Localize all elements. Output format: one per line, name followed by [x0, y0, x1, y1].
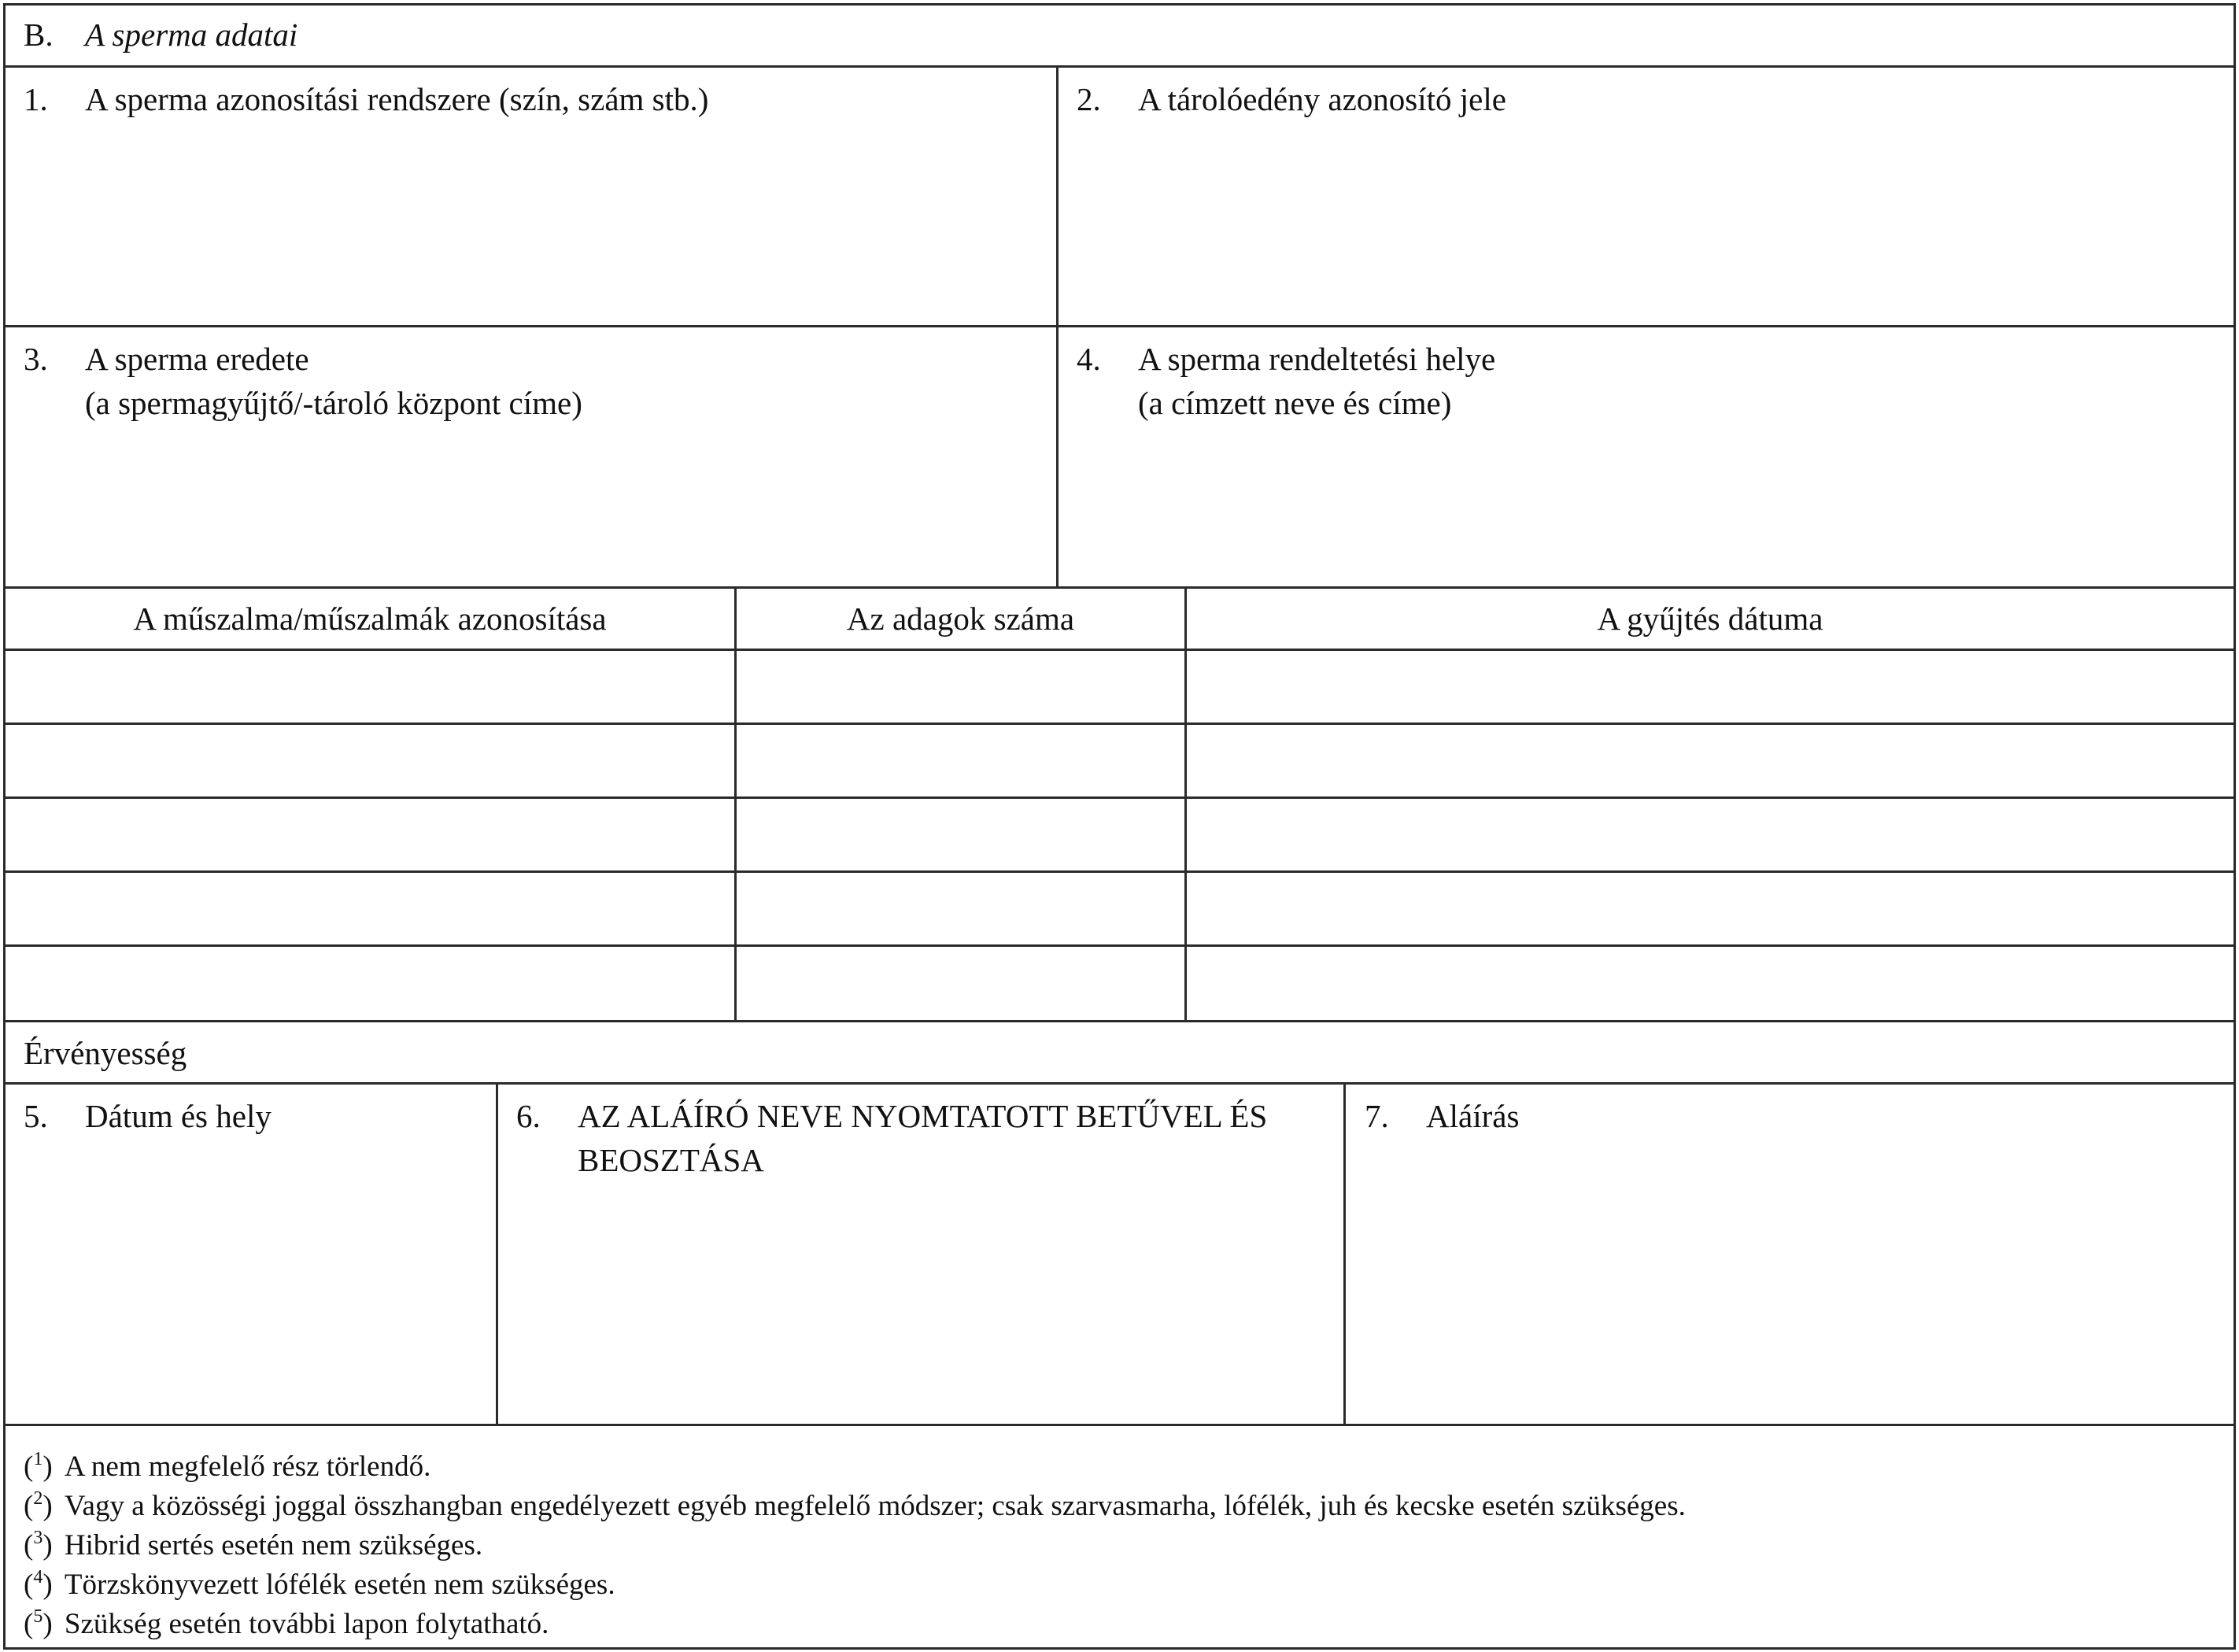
footnote-1: ($^1$) A nem megfelelő rész törlendő. — [24, 1449, 431, 1483]
rule-table-row-5 — [3, 1020, 2236, 1022]
footnote-3: ($^3$) Hibrid sertés esetén nem szükséges. — [24, 1528, 483, 1561]
field-1-label: A sperma azonosítási rendszere (szín, szám stb.) — [85, 81, 709, 117]
table-cell-r5-c1[interactable] — [6, 947, 734, 1020]
table-cell-r1-c2[interactable] — [737, 651, 1184, 723]
table-cell-r4-c1[interactable] — [6, 873, 734, 944]
border-top — [3, 3, 2236, 6]
footnote-4-text: Törzskönyvezett lófélék esetén nem szükséges. — [64, 1569, 615, 1601]
table-cell-r2-c3[interactable] — [1187, 725, 2233, 796]
field-1-number: 1. — [24, 81, 48, 117]
table-cell-r4-c3[interactable] — [1187, 873, 2233, 944]
table-cell-r3-c3[interactable] — [1187, 799, 2233, 870]
footnote-2-text: Vagy a közösségi joggal összhangban engedélyezett egyéb megfelelő módszer; csak szarvasmarha, lófélék, juh és kecske esetén szükséges. — [64, 1490, 1686, 1522]
border-right — [2233, 3, 2236, 1650]
table-header-doses: Az adagok száma — [846, 601, 1075, 637]
field-3-label-line-1: A sperma eredete — [85, 341, 309, 377]
field-3-label-line-2: (a spermagyűjtő/-tároló központ címe) — [85, 385, 582, 421]
footnote-5-text: Szükség esetén további lapon folytatható. — [64, 1608, 549, 1640]
table-cell-r1-c3[interactable] — [1187, 651, 2233, 723]
table-cell-r3-c1[interactable] — [6, 799, 734, 870]
footnote-2: ($^2$) Vagy a közösségi joggal összhangban engedélyezett egyéb megfelelő módszer; csak szarvasmarha, lófélék, juh és kecske esetén szükséges. — [24, 1488, 1686, 1522]
field-5-label: Dátum és hely — [85, 1098, 272, 1134]
table-cell-r4-c2[interactable] — [737, 873, 1184, 944]
rule-after-fields-1-2 — [3, 325, 2236, 327]
field-3-number: 3. — [24, 341, 48, 377]
table-cell-r5-c3[interactable] — [1187, 947, 2233, 1020]
field-6-label-line-1: AZ ALÁÍRÓ NEVE NYOMTATOTT BETŰVEL ÉS — [578, 1098, 1268, 1134]
field-6-label-line-2: BEOSZTÁSA — [578, 1142, 764, 1178]
field-5-number: 5. — [24, 1098, 48, 1134]
table-cell-r2-c1[interactable] — [6, 725, 734, 796]
footnote-5: ($^5$) Szükség esetén további lapon folytatható. — [24, 1606, 549, 1640]
footnote-3-mark: 3 — [33, 1528, 43, 1548]
field-6-number: 6. — [516, 1098, 541, 1134]
section-letter: B. — [24, 17, 54, 53]
rule-after-section-title — [3, 65, 2236, 68]
table-cell-r5-c2[interactable] — [737, 947, 1184, 1020]
rule-after-validity-title — [3, 1082, 2236, 1085]
footnote-1-mark: 1 — [33, 1449, 43, 1469]
rule-after-signature-row — [3, 1424, 2236, 1426]
footnote-4: ($^4$) Törzskönyvezett lófélék esetén nem szükséges. — [24, 1567, 615, 1601]
table-cell-r3-c2[interactable] — [737, 799, 1184, 870]
table-header-straw-id: A műszalma/műszalmák azonosítása — [133, 601, 607, 637]
border-bottom — [3, 1647, 2236, 1650]
rule-after-fields-3-4 — [3, 586, 2236, 589]
footnote-3-text: Hibrid sertés esetén nem szükséges. — [64, 1529, 483, 1561]
field-7-number: 7. — [1365, 1098, 1389, 1134]
footnote-1-text: A nem megfelelő rész törlendő. — [64, 1451, 431, 1483]
table-cell-r2-c2[interactable] — [737, 725, 1184, 796]
field-4-label-line-2: (a címzett neve és címe) — [1138, 385, 1452, 421]
table-header-collection-date: A gyűjtés dátuma — [1597, 601, 1823, 637]
footnote-2-mark: 2 — [33, 1488, 43, 1509]
field-4-label-line-1: A sperma rendeltetési helye — [1138, 341, 1496, 377]
field-2-number: 2. — [1077, 81, 1101, 117]
field-2-label: A tárolóedény azonosító jele — [1138, 81, 1506, 117]
divider-field-5-6 — [496, 1082, 498, 1426]
validity-title: Érvényesség — [24, 1035, 187, 1071]
footnote-4-mark: 4 — [33, 1567, 43, 1587]
footnote-5-mark: 5 — [33, 1606, 43, 1627]
field-7-label: Aláírás — [1426, 1098, 1520, 1134]
field-4-number: 4. — [1077, 341, 1101, 377]
divider-field-6-7 — [1343, 1082, 1346, 1426]
section-title: A sperma adatai — [85, 17, 298, 53]
table-cell-r1-c1[interactable] — [6, 651, 734, 723]
divider-fields-1-2 — [1056, 65, 1059, 589]
